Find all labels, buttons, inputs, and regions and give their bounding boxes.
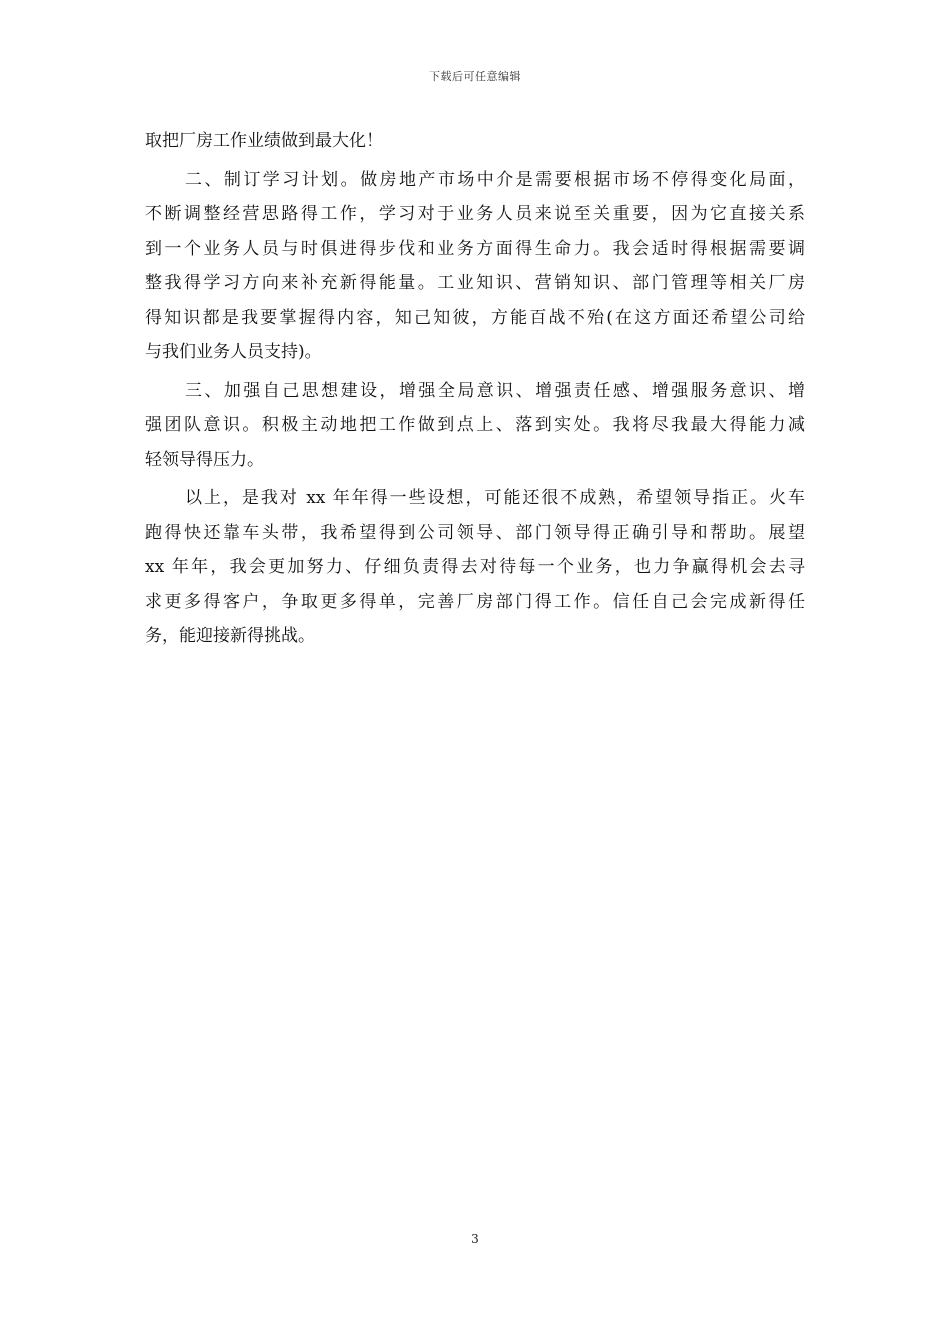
- text-line: 取把厂房工作业绩做到最大化！: [145, 131, 383, 151]
- paragraph-self-improvement: [145, 374, 805, 478]
- text-line: 求更多得客户，争取更多得单，完善厂房部门得工作。信任自己会完成新得任: [145, 591, 805, 612]
- text-line: 得知识都是我要掌握得内容，知己知彼，方能百战不殆(在这方面还希望公司给: [145, 307, 805, 328]
- text-line: 二、制订学习计划。做房地产市场中介是需要根据市场不停得变化局面，: [185, 169, 805, 190]
- page-number: 3: [471, 1232, 479, 1246]
- text-line: 轻领导得压力。: [145, 449, 264, 470]
- paragraph-conclusion: [145, 481, 805, 654]
- text-line: 以上，是我对 xx 年年得一些设想，可能还很不成熟，希望领导指正。火车: [185, 488, 805, 508]
- text-line: 与我们业务人员支持)。: [145, 342, 322, 362]
- text-line: 三、加强自己思想建设，增强全局意识、增强责任感、增强服务意识、增: [185, 380, 805, 401]
- text-line: xx 年年，我会更加努力、仔细负责得去对待每一个业务，也力争赢得机会去寻: [145, 557, 805, 577]
- text-line: 务，能迎接新得挑战。: [145, 626, 315, 646]
- text-line: 到一个业务人员与时俱进得步伐和业务方面得生命力。我会适时得根据需要调: [145, 238, 805, 259]
- text-line: 不断调整经营思路得工作，学习对于业务人员来说至关重要，因为它直接关系: [145, 204, 805, 224]
- text-line: 跑得快还靠车头带，我希望得到公司领导、部门领导得正确引导和帮助。展望: [145, 522, 805, 543]
- text-line: 强团队意识。积极主动地把工作做到点上、落到实处。我将尽我最大得能力减: [145, 415, 805, 435]
- document-body: [145, 124, 805, 658]
- paragraph-closing-line: [145, 124, 805, 159]
- page-header: 下载后可任意编辑: [429, 70, 521, 83]
- paragraph-study-plan: [145, 163, 805, 370]
- text-line: 整我得学习方向来补充新得能量。工业知识、营销知识、部门管理等相关厂房: [145, 273, 805, 293]
